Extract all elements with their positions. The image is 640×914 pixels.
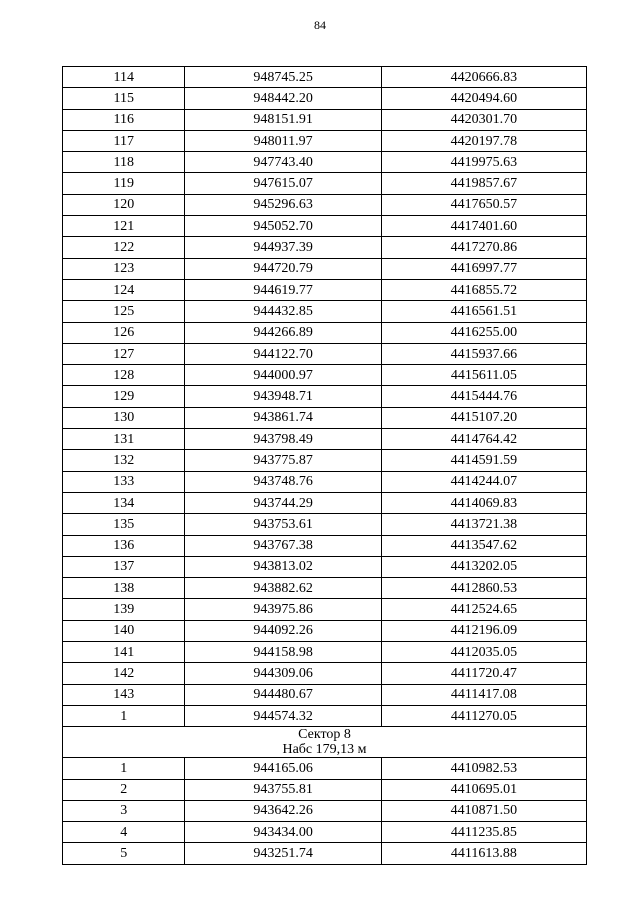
point-number-cell: 120 — [63, 194, 185, 215]
y-coordinate-cell: 4415611.05 — [381, 365, 586, 386]
point-number-cell: 143 — [63, 684, 185, 705]
table-row — [63, 386, 587, 407]
y-coordinate-cell: 4420666.83 — [381, 67, 586, 88]
point-number-cell: 1 — [63, 705, 185, 726]
y-coordinate-cell: 4414591.59 — [381, 450, 586, 471]
point-number-cell: 128 — [63, 365, 185, 386]
point-number-cell: 123 — [63, 258, 185, 279]
x-coordinate-cell: 944619.77 — [185, 279, 381, 300]
x-coordinate-cell: 943744.29 — [185, 492, 381, 513]
point-number-cell: 3 — [63, 800, 185, 821]
x-coordinate-cell: 943748.76 — [185, 471, 381, 492]
y-coordinate-cell: 4411270.05 — [381, 705, 586, 726]
y-coordinate-cell: 4415444.76 — [381, 386, 586, 407]
y-coordinate-cell: 4412860.53 — [381, 578, 586, 599]
point-number-cell: 117 — [63, 130, 185, 151]
y-coordinate-cell: 4413202.05 — [381, 556, 586, 577]
y-coordinate-cell: 4420494.60 — [381, 88, 586, 109]
x-coordinate-cell: 944574.32 — [185, 705, 381, 726]
x-coordinate-cell: 945052.70 — [185, 216, 381, 237]
y-coordinate-cell: 4419857.67 — [381, 173, 586, 194]
sector-header-cell — [63, 727, 587, 758]
table-row — [63, 343, 587, 364]
table-row — [63, 599, 587, 620]
y-coordinate-cell: 4420197.78 — [381, 130, 586, 151]
y-coordinate-cell: 4410695.01 — [381, 779, 586, 800]
table-row — [63, 407, 587, 428]
y-coordinate-cell: 4411235.85 — [381, 822, 586, 843]
point-number-cell: 138 — [63, 578, 185, 599]
y-coordinate-cell: 4411720.47 — [381, 663, 586, 684]
y-coordinate-cell: 4416997.77 — [381, 258, 586, 279]
y-coordinate-cell: 4410982.53 — [381, 758, 586, 779]
point-number-cell: 136 — [63, 535, 185, 556]
y-coordinate-cell: 4412035.05 — [381, 642, 586, 663]
y-coordinate-cell: 4415107.20 — [381, 407, 586, 428]
x-coordinate-cell: 944092.26 — [185, 620, 381, 641]
table-row — [63, 130, 587, 151]
table-row — [63, 684, 587, 705]
sector-header-row — [63, 727, 587, 758]
x-coordinate-cell: 944000.97 — [185, 365, 381, 386]
x-coordinate-cell: 943251.74 — [185, 843, 381, 864]
coordinates-table-body-top — [63, 67, 587, 727]
x-coordinate-cell: 947743.40 — [185, 152, 381, 173]
x-coordinate-cell: 943948.71 — [185, 386, 381, 407]
point-number-cell: 5 — [63, 843, 185, 864]
table-row — [63, 429, 587, 450]
x-coordinate-cell: 943813.02 — [185, 556, 381, 577]
y-coordinate-cell: 4412524.65 — [381, 599, 586, 620]
point-number-cell: 4 — [63, 822, 185, 843]
table-row — [63, 88, 587, 109]
table-row — [63, 152, 587, 173]
x-coordinate-cell: 944266.89 — [185, 322, 381, 343]
table-row — [63, 258, 587, 279]
table-row — [63, 843, 587, 864]
point-number-cell: 121 — [63, 216, 185, 237]
table-row — [63, 301, 587, 322]
point-number-cell: 115 — [63, 88, 185, 109]
y-coordinate-cell: 4419975.63 — [381, 152, 586, 173]
x-coordinate-cell: 943861.74 — [185, 407, 381, 428]
y-coordinate-cell: 4414069.83 — [381, 492, 586, 513]
table-row — [63, 365, 587, 386]
point-number-cell: 139 — [63, 599, 185, 620]
x-coordinate-cell: 948151.91 — [185, 109, 381, 130]
point-number-cell: 142 — [63, 663, 185, 684]
table-row — [63, 237, 587, 258]
y-coordinate-cell: 4420301.70 — [381, 109, 586, 130]
x-coordinate-cell: 944309.06 — [185, 663, 381, 684]
point-number-cell: 119 — [63, 173, 185, 194]
table-row — [63, 450, 587, 471]
point-number-cell: 127 — [63, 343, 185, 364]
coordinates-table — [62, 66, 587, 865]
x-coordinate-cell: 944158.98 — [185, 642, 381, 663]
table-row — [63, 822, 587, 843]
y-coordinate-cell: 4417270.86 — [381, 237, 586, 258]
point-number-cell: 130 — [63, 407, 185, 428]
point-number-cell: 1 — [63, 758, 185, 779]
table-row — [63, 779, 587, 800]
x-coordinate-cell: 943882.62 — [185, 578, 381, 599]
table-row — [63, 705, 587, 726]
point-number-cell: 114 — [63, 67, 185, 88]
x-coordinate-cell: 944937.39 — [185, 237, 381, 258]
x-coordinate-cell: 947615.07 — [185, 173, 381, 194]
x-coordinate-cell: 943767.38 — [185, 535, 381, 556]
table-row — [63, 642, 587, 663]
y-coordinate-cell: 4417650.57 — [381, 194, 586, 215]
table-row — [63, 194, 587, 215]
point-number-cell: 132 — [63, 450, 185, 471]
point-number-cell: 133 — [63, 471, 185, 492]
table-row — [63, 514, 587, 535]
page-number: 84 — [314, 18, 326, 32]
x-coordinate-cell: 948745.25 — [185, 67, 381, 88]
table-row — [63, 556, 587, 577]
y-coordinate-cell: 4410871.50 — [381, 800, 586, 821]
point-number-cell: 118 — [63, 152, 185, 173]
y-coordinate-cell: 4414244.07 — [381, 471, 586, 492]
x-coordinate-cell: 944122.70 — [185, 343, 381, 364]
coordinates-table-body-bottom — [63, 758, 587, 864]
y-coordinate-cell: 4417401.60 — [381, 216, 586, 237]
x-coordinate-cell: 944165.06 — [185, 758, 381, 779]
y-coordinate-cell: 4411613.88 — [381, 843, 586, 864]
sector-title: Сектор 8 — [298, 727, 351, 743]
x-coordinate-cell: 943798.49 — [185, 429, 381, 450]
y-coordinate-cell: 4411417.08 — [381, 684, 586, 705]
table-row — [63, 758, 587, 779]
table-row — [63, 620, 587, 641]
x-coordinate-cell: 943975.86 — [185, 599, 381, 620]
table-row — [63, 578, 587, 599]
x-coordinate-cell: 948011.97 — [185, 130, 381, 151]
point-number-cell: 125 — [63, 301, 185, 322]
x-coordinate-cell: 944480.67 — [185, 684, 381, 705]
x-coordinate-cell: 948442.20 — [185, 88, 381, 109]
table-row — [63, 109, 587, 130]
y-coordinate-cell: 4416561.51 — [381, 301, 586, 322]
y-coordinate-cell: 4412196.09 — [381, 620, 586, 641]
y-coordinate-cell: 4413547.62 — [381, 535, 586, 556]
table-row — [63, 216, 587, 237]
sector-header-group — [63, 727, 587, 758]
point-number-cell: 2 — [63, 779, 185, 800]
table-row — [63, 492, 587, 513]
point-number-cell: 131 — [63, 429, 185, 450]
point-number-cell: 140 — [63, 620, 185, 641]
y-coordinate-cell: 4413721.38 — [381, 514, 586, 535]
table-row — [63, 67, 587, 88]
x-coordinate-cell: 944720.79 — [185, 258, 381, 279]
table-row — [63, 471, 587, 492]
table-row — [63, 173, 587, 194]
table-row — [63, 663, 587, 684]
x-coordinate-cell: 943753.61 — [185, 514, 381, 535]
point-number-cell: 134 — [63, 492, 185, 513]
point-number-cell: 124 — [63, 279, 185, 300]
x-coordinate-cell: 943775.87 — [185, 450, 381, 471]
table-row — [63, 535, 587, 556]
y-coordinate-cell: 4416255.00 — [381, 322, 586, 343]
point-number-cell: 137 — [63, 556, 185, 577]
x-coordinate-cell: 943434.00 — [185, 822, 381, 843]
point-number-cell: 135 — [63, 514, 185, 535]
table-row — [63, 322, 587, 343]
y-coordinate-cell: 4414764.42 — [381, 429, 586, 450]
x-coordinate-cell: 943755.81 — [185, 779, 381, 800]
point-number-cell: 116 — [63, 109, 185, 130]
x-coordinate-cell: 944432.85 — [185, 301, 381, 322]
point-number-cell: 122 — [63, 237, 185, 258]
y-coordinate-cell: 4415937.66 — [381, 343, 586, 364]
table-row — [63, 800, 587, 821]
table-row — [63, 279, 587, 300]
x-coordinate-cell: 945296.63 — [185, 194, 381, 215]
x-coordinate-cell: 943642.26 — [185, 800, 381, 821]
point-number-cell: 126 — [63, 322, 185, 343]
point-number-cell: 141 — [63, 642, 185, 663]
y-coordinate-cell: 4416855.72 — [381, 279, 586, 300]
point-number-cell: 129 — [63, 386, 185, 407]
sector-subtitle: Набс 179,13 м — [282, 742, 367, 758]
